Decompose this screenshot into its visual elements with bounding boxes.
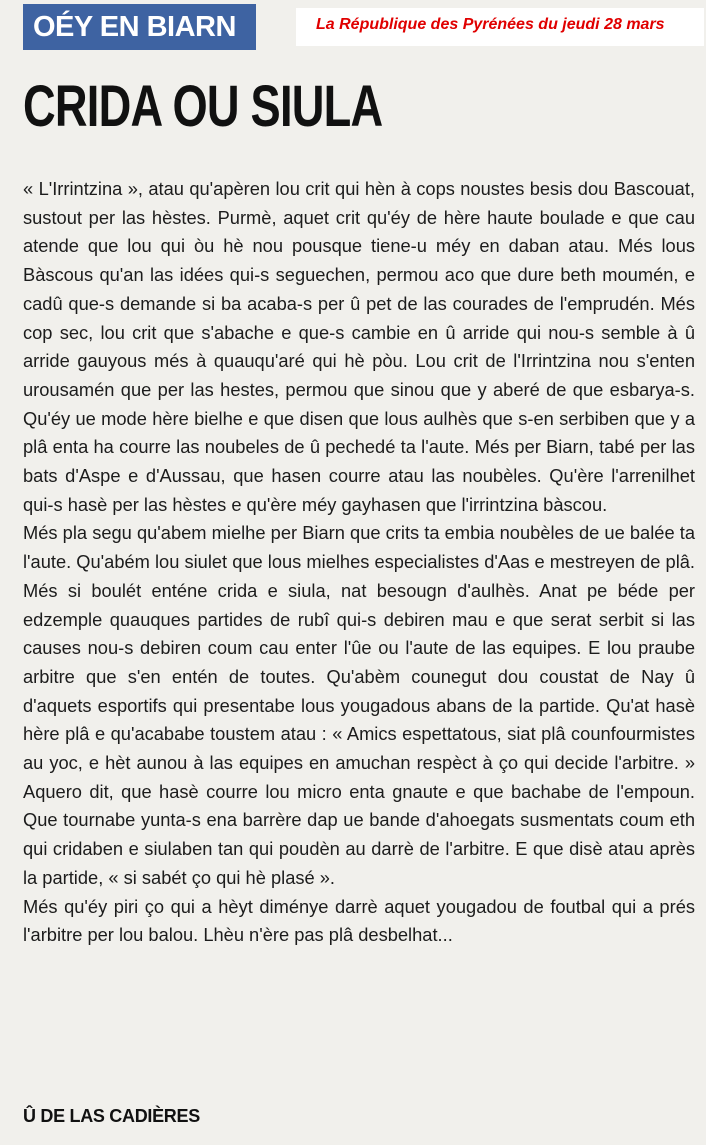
article-paragraph: Més si boulét enténe crida e siula, nat besougn d'aulhès. Anat pe béde per edzemple quauques partides de rubî qui-s debiren mau e que serat serbit si las causes nou-s debiren coum cau enter l'ûe ou l'aute de las equipes. E lou praube arbitre que s'en entén de toutes. Qu'abèm counegut dou coustat de Nay û d'aquets esportifs qui presentabe lous yougadous abans de la partide. Qu'at hasè hère plâ e qu'acababe toustem atau : « Amics espettatous, siat plâ counfourmistes au yoc, e hèt aunou à las equipes en amuchan respèct à ço qui decide l'arbitre. » Aquero dit, que hasè courre lou micro enta gnaute e que bachabe de l'empoun. Que tournabe yunta-s ena barrère dap ue bande d'ahoegats susmentats coum eth qui cridaben e siulaben tan qui poudèn au darrè de l'arbitre. E que disè atau après la partide, « si sabét ço qui hè plasé ». [23,579,695,888]
article-paragraph: Més pla segu qu'abem mielhe per Biarn que crits ta embia noubèles de ue balée ta l'aute. Qu'abém lou siulet que lous mielhes especialistes d'Aas e mestreyen de plâ. [23,522,696,573]
article-body [23,175,695,950]
article-paragraph: Més qu'éy piri ço qui a hèyt diménye darrè aquet yougadou de foutbal qui a prés l'arbitre per lou balou. Lhèu n'ère pas plâ desbelhat... [23,895,695,946]
section-rubric: OÉY EN BIARN [23,4,256,50]
article-title: CRIDA OU SIULA [23,74,383,139]
source-label: La République des Pyrénées du jeudi 28 mars [296,8,704,46]
author-signature: Û DE LAS CADIÈRES [23,1106,200,1126]
article-paragraph: « L'Irrintzina », atau qu'apèren lou crit qui hèn à cops noustes besis dou Bascouat, sustout per las hèstes. Purmè, aquet crit qu'éy de hère haute boulade e que cau atende que lou qui òu hè nou pousque tiene-u méy en daban atau. Més lous Bàscous qu'an las idées qui-s seguechen, permou aco que dure beth moumén, e cadû que-s demande si ba acaba-s per û pet de las courades de l'emprudén. Més cop sec, lou crit que s'abache e que-s cambie en û arride qui nou-s semble à û arride gauyous més à quauqu'aré qui hè pòu. Lou crit de l'Irrintzina nou s'enten urousamén que per las hestes, permou que sinou que y aberé de que esbarya-s. Qu'éy ue mode hère bielhe e que disen que lous aulhès que s-en serbiben que y a plâ enta ha courre las noubeles de û pechedé ta l'aute. Més per Biarn, tabé per las bats d'Aspe e d'Aussau, que hasen courre atau las noubèles. Qu'ère l'arrenilhet qui-s hasè per las hèstes e qu'ère méy gayhasen que l'irrintzina bàscou. [23,178,695,515]
